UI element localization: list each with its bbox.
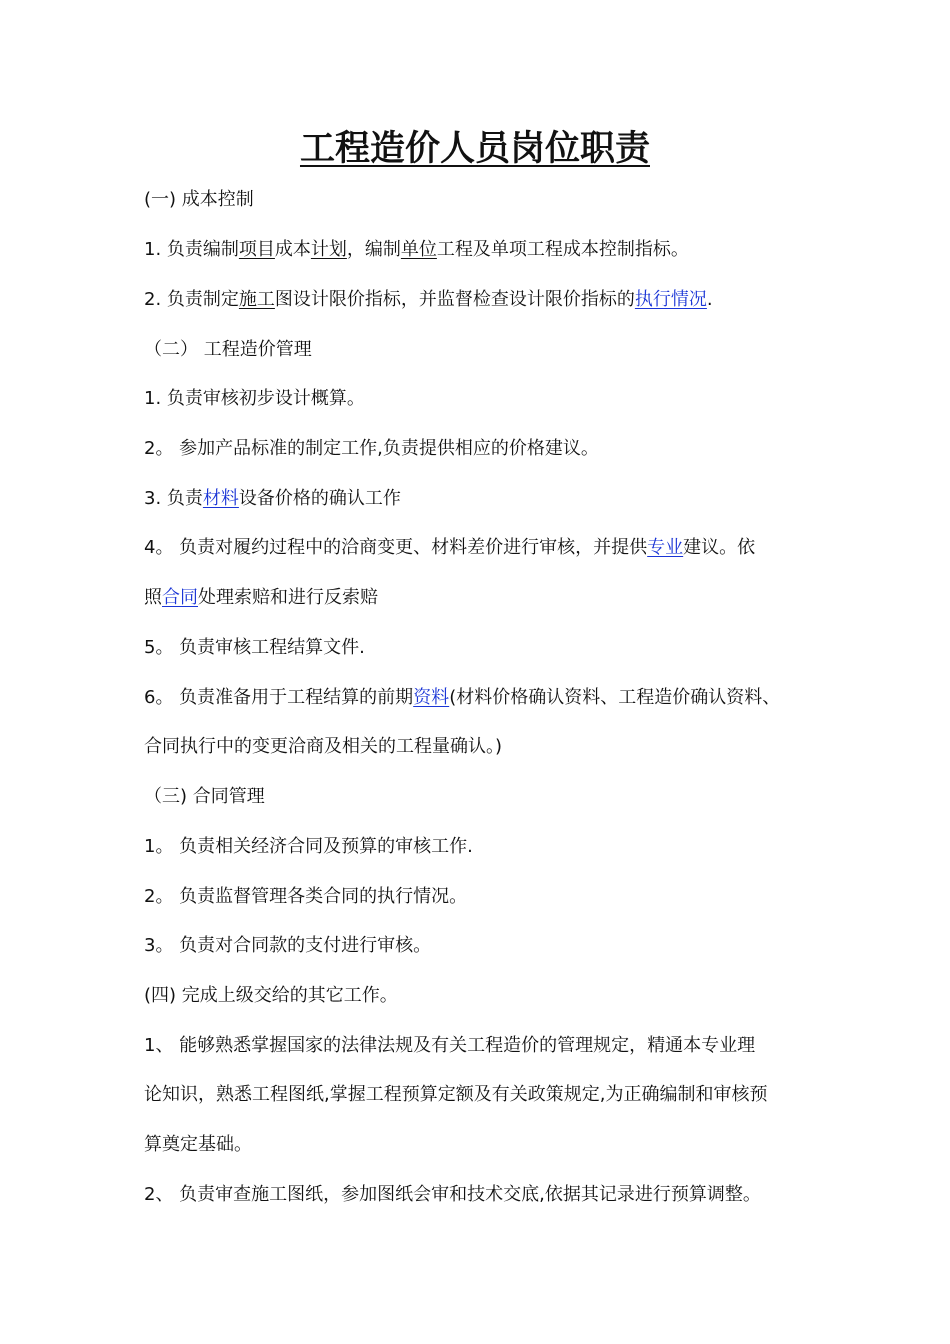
link-execution-status[interactable]: 执行情况 — [634, 289, 707, 310]
section-1-item-1: 1. 负责编制项目成本计划，编制单位工程及单项工程成本控制指标。 — [144, 239, 689, 260]
section-2-item-3: 3. 负责材料设备价格的确认工作 — [144, 488, 401, 509]
section-3-item-1: 1。 负责相关经济合同及预算的审核工作. — [144, 836, 473, 857]
section-2-item-4-line-2: 照合同处理索赔和进行反索赔 — [144, 587, 378, 608]
link-materials[interactable]: 材料 — [202, 488, 239, 509]
section-4-heading: (四) 完成上级交给的其它工作。 — [144, 985, 398, 1006]
document-title: 工程造价人员岗位职责 — [299, 129, 650, 169]
underlined-term: 计划 — [310, 239, 347, 260]
section-3-item-3: 3。 负责对合同款的支付进行审核。 — [144, 935, 432, 956]
section-2-item-4-line-1: 4。 负责对履约过程中的洽商变更、材料差价进行审核，并提供专业建议。依 — [144, 537, 756, 558]
underlined-term: 单位 — [400, 239, 437, 260]
section-2-item-6-line-2: 合同执行中的变更洽商及相关的工程量确认。) — [144, 736, 503, 757]
section-2-item-6-line-1: 6。 负责准备用于工程结算的前期资料(材料价格确认资料、工程造价确认资料、 — [144, 687, 781, 708]
section-1-heading: (一) 成本控制 — [144, 189, 254, 210]
link-documents[interactable]: 资料 — [413, 687, 450, 708]
link-contract[interactable]: 合同 — [162, 587, 198, 608]
underlined-term: 施工 — [238, 289, 275, 310]
underlined-term: 项目 — [238, 239, 275, 260]
section-4-item-1-line-2: 论知识，熟悉工程图纸,掌握工程预算定额及有关政策规定,为正确编制和审核预 — [144, 1084, 768, 1105]
section-2-heading: （二） 工程造价管理 — [144, 339, 312, 360]
section-2-item-2: 2。 参加产品标准的制定工作,负责提供相应的价格建议。 — [144, 438, 599, 459]
section-4-item-2: 2、 负责审查施工图纸，参加图纸会审和技术交底,依据其记录进行预算调整。 — [144, 1184, 761, 1205]
section-2-item-5: 5。 负责审核工程结算文件. — [144, 637, 365, 658]
section-3-item-2: 2。 负责监督管理各类合同的执行情况。 — [144, 886, 468, 907]
section-4-item-1-line-1: 1、 能够熟悉掌握国家的法律法规及有关工程造价的管理规定，精通本专业理 — [144, 1035, 756, 1056]
section-4-item-1-line-3: 算奠定基础。 — [144, 1134, 252, 1155]
section-2-item-1: 1. 负责审核初步设计概算。 — [144, 388, 365, 409]
section-1-item-2: 2. 负责制定施工图设计限价指标，并监督检查设计限价指标的执行情况. — [144, 289, 713, 310]
section-3-heading: （三) 合同管理 — [144, 786, 265, 807]
link-professional[interactable]: 专业 — [647, 537, 684, 558]
